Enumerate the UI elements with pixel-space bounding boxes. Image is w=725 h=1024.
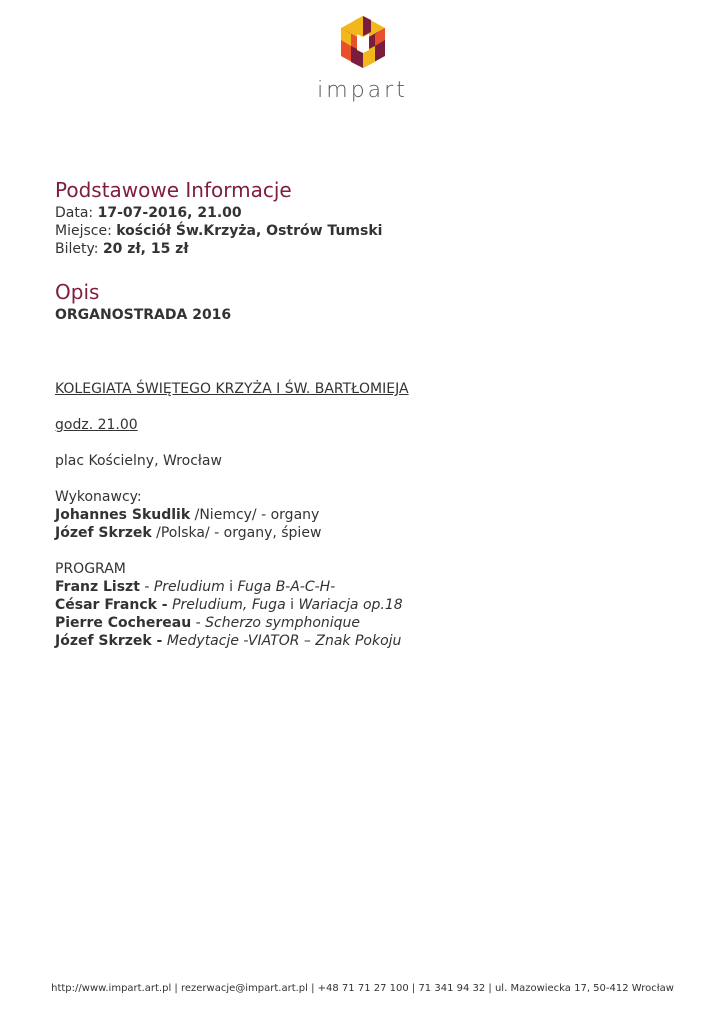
main-content — [55, 176, 695, 650]
impart-logo — [0, 14, 725, 103]
program-work: Preludium — [153, 579, 225, 595]
program-composer: Franz Liszt — [55, 579, 140, 595]
basic-info-title: Podstawowe Informacje — [55, 178, 292, 202]
place-label: Miejsce: — [55, 223, 112, 239]
event-name — [55, 306, 695, 324]
time-line — [55, 416, 695, 434]
program-composer: Pierre Cochereau — [55, 615, 192, 631]
program-composer: Józef Skrzek - — [55, 633, 163, 649]
tickets-line — [55, 240, 695, 258]
place-value: kościół Św.Krzyża, Ostrów Tumski — [116, 223, 383, 239]
brand-name: impart — [317, 78, 408, 103]
time-text: godz. 21.00 — [55, 417, 138, 433]
program-row — [55, 632, 695, 650]
performer-detail: /Niemcy/ - organy — [190, 507, 320, 523]
performer-name: Józef Skrzek — [55, 525, 152, 541]
program-conj: i — [285, 597, 299, 613]
program-heading: PROGRAM — [55, 561, 126, 577]
program-conj: i — [224, 579, 238, 595]
address-line: plac Kościelny, Wrocław — [55, 453, 222, 469]
tickets-value: 20 zł, 15 zł — [102, 241, 189, 257]
performers-heading: Wykonawcy: — [55, 489, 142, 505]
tickets-label: Bilety: — [55, 241, 99, 257]
program-sep: - — [139, 579, 154, 595]
program-work: Scherzo symphonique — [205, 615, 361, 631]
program-work: Wariacja op.18 — [298, 597, 403, 613]
impart-logo-icon — [335, 14, 391, 70]
date-line — [55, 204, 695, 222]
venue-text: KOLEGIATA ŚWIĘTEGO KRZYŻA I ŚW. BARTŁOMIEJA — [55, 381, 409, 397]
date-value: 17-07-2016, 21.00 — [97, 205, 242, 221]
performer-row — [55, 524, 695, 542]
performer-row — [55, 506, 695, 524]
program-work: Preludium, Fuga — [172, 597, 286, 613]
performer-name: Johannes Skudlik — [55, 507, 191, 523]
program-work: Fuga B-A-C-H- — [237, 579, 336, 595]
program-sep: - — [191, 615, 206, 631]
event-name-text: ORGANOSTRADA 2016 — [55, 307, 232, 323]
program-row — [55, 596, 695, 614]
footer-contact: http://www.impart.art.pl | rezerwacje@impart.art.pl | +48 71 71 27 100 | 71 341 94 32 | ul. Mazowiecka 17, 50-412 Wrocław — [51, 983, 674, 994]
description-title: Opis — [55, 280, 100, 304]
place-line — [55, 222, 695, 240]
program-composer: César Franck - — [55, 597, 168, 613]
date-label: Data: — [55, 205, 94, 221]
program-row — [55, 614, 695, 632]
venue-line — [55, 380, 695, 398]
performer-detail: /Polska/ - organy, śpiew — [151, 525, 322, 541]
program-work: Medytacje -VIATOR – Znak Pokoju — [166, 633, 402, 649]
program-row — [55, 578, 695, 596]
